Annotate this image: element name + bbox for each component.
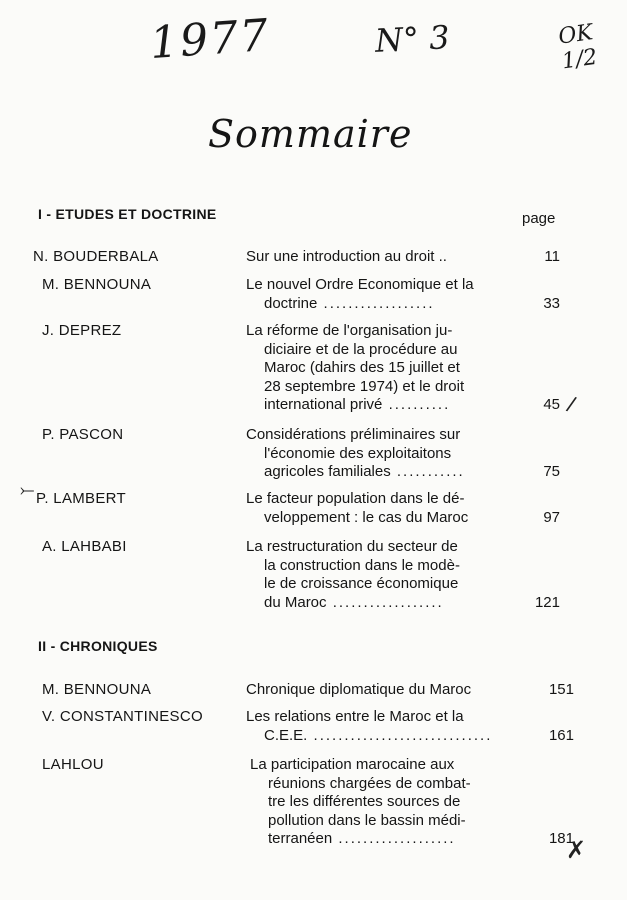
entry-title: Sur une introduction au droit ..	[246, 248, 447, 265]
entry-author: M. BENNOUNA	[42, 276, 152, 293]
entry-title: Le nouvel Ordre Economique et la doctrine ..................	[246, 276, 474, 312]
entry-title: La réforme de l'organisation ju- diciaire et de la procédure au Maroc (dahirs des 15 juillet et 28 septembre 1974) et le droit international privé ..........	[246, 322, 465, 413]
page-column-label: page	[522, 210, 556, 227]
entry-author: M. BENNOUNA	[42, 681, 152, 698]
entry-title: La participation marocaine aux réunions chargées de combat- tre les différentes sources de pollution dans le bassin médi- terranéen ...................	[250, 756, 471, 847]
entry-page-number: 151	[548, 681, 574, 698]
handwritten-ok-note: OK 1/2	[556, 20, 599, 75]
pen-arrow-mark: ⤚	[20, 480, 35, 500]
handwritten-year: 1977	[148, 9, 272, 70]
leader-dots: .............................	[307, 726, 493, 744]
page-title: Sommaire	[208, 112, 413, 156]
leader-dots: ...........	[390, 463, 465, 480]
entry-page-number: 11	[544, 248, 560, 265]
entry-title: Chronique diplomatique du Maroc	[246, 681, 472, 698]
leader-dots: ...................	[332, 830, 456, 847]
entry-title: La restructuration du secteur de la construction dans le modè- le de croissance économique du Maroc ..................	[246, 538, 460, 611]
entry-author: V. CONSTANTINESCO	[42, 708, 203, 725]
entry-title: Considérations préliminaires sur l'économie des exploitaitons agricoles familiales ...........	[246, 426, 465, 480]
handwritten-issue-number: N° 3	[374, 18, 451, 60]
leader-dots: ..........	[382, 396, 451, 413]
entry-author: LAHLOU	[42, 756, 104, 773]
entry-page-number: 75	[543, 463, 560, 480]
entry-page-number: 45	[543, 396, 560, 413]
entry-title: Le facteur population dans le dé- veloppement : le cas du Maroc	[246, 490, 469, 526]
entry-page-number: 97	[543, 508, 560, 526]
section-heading-etudes: I - ETUDES ET DOCTRINE	[38, 206, 217, 222]
entry-title: Les relations entre le Maroc et la C.E.E. .............................	[246, 708, 493, 744]
entry-author: P. LAMBERT	[36, 490, 126, 507]
entry-author: P. PASCON	[42, 426, 124, 443]
entry-page-number: 33	[543, 294, 560, 312]
entry-author: J. DEPREZ	[42, 322, 122, 339]
entry-page-number: 121	[534, 593, 560, 611]
entry-author: N. BOUDERBALA	[33, 248, 159, 265]
pen-cross-mark: ✗	[566, 837, 587, 864]
section-heading-chroniques: II - CHRONIQUES	[38, 638, 158, 654]
entry-page-number: 161	[548, 726, 574, 744]
entry-author: A. LAHBABI	[42, 538, 127, 555]
entry-page-number: 181	[548, 830, 574, 847]
pen-tick-mark: /	[564, 391, 579, 418]
leader-dots: ..................	[317, 294, 435, 312]
leader-dots: ..................	[326, 593, 444, 611]
